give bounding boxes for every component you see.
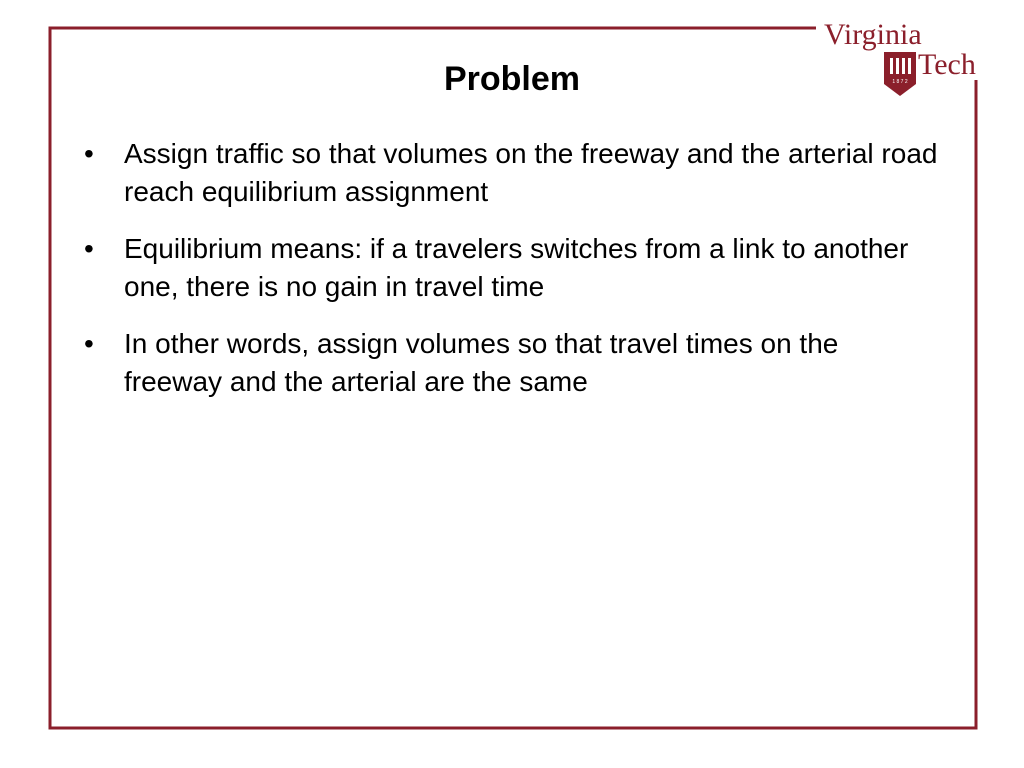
slide-title: Problem <box>443 60 581 98</box>
bullet-marker: • <box>84 328 94 359</box>
logo-seal-digits: 1 8 7 2 <box>892 79 908 85</box>
logo-word-tech: Tech <box>918 48 976 81</box>
logo-word-virginia: Virginia <box>824 18 922 51</box>
bullet-text: Assign traffic so that volumes on the freeway and the arterial road reach equilibrium assignment <box>124 138 938 207</box>
bullet-text: In other words, assign volumes so that travel times on the freeway and the arterial are the same <box>124 328 839 397</box>
bullet-list <box>84 135 944 420</box>
bullet-item <box>84 325 944 401</box>
bullet-item <box>84 135 944 211</box>
bullet-marker: • <box>84 138 94 169</box>
bullet-item <box>84 230 944 306</box>
bullet-marker: • <box>84 233 94 264</box>
bullet-text: Equilibrium means: if a travelers switches from a link to another one, there is no gain in travel time <box>124 233 909 302</box>
